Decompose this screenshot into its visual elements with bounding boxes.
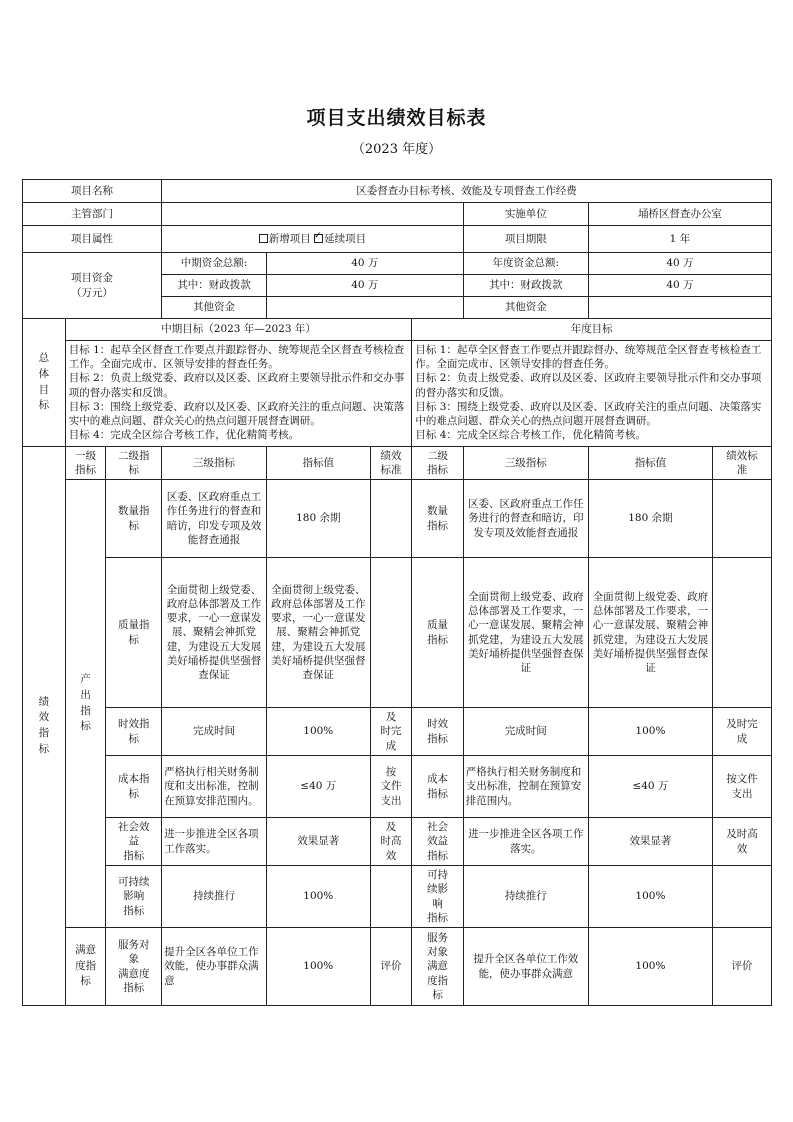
project-name-label: 项目名称	[23, 180, 162, 203]
row-l3: 进一步推进全区各项工作落实。	[162, 818, 267, 866]
page-subtitle: （2023 年度）	[351, 142, 442, 157]
header-l2b: 二级 指标	[412, 447, 463, 480]
row-val: 100%	[266, 928, 370, 1006]
row-std	[370, 480, 412, 558]
header-l1: 一级 指标	[65, 447, 106, 480]
mid-total-label: 中期资金总额:	[162, 253, 267, 275]
row-stdb: 及时高 效	[712, 818, 771, 866]
row-l2b: 时效 指标	[412, 708, 463, 756]
year-other-label: 其他资金	[463, 297, 588, 319]
row-std: 及 时完 成	[370, 708, 412, 756]
row-stdb: 及时完 成	[712, 708, 771, 756]
row-l2b: 可持 续影 响 指标	[412, 866, 463, 928]
row-valb: 100%	[588, 708, 712, 756]
mid-goal-text: 目标 1：起草全区督查工作要点并跟踪督办、统筹规范全区督查考核检查工作。全面完成市、区领导安排的督查任务。 目标 2：负责上级党委、政府以及区委、区政府主要领导批示件和交办事项的督办落实和反馈。 目标 3：围绕上级党委、政府以及区委、区政府关注的重点问题、决策落实中的难点问题、群众关心的热点问题开展督查调研。 目标 4：完成全区综合考核工作，优化精简考核。	[65, 341, 412, 447]
year-goal-text: 目标 1：起草全区督查工作要点并跟踪督办、统筹规范全区督查考核检查工作。全面完成市、区领导安排的督查任务。 目标 2：负责上级党委、政府以及区委、区政府主要领导批示件和交办事项的督办落实和反馈。 目标 3：围绕上级党委、政府以及区委、区政府关注的重点问题、决策落实中的难点问题、群众关心的热点问题开展督查调研。 目标 4：完成全区综合考核工作，优化精简考核。	[412, 341, 772, 447]
row-std: 按 文件 支出	[370, 756, 412, 818]
row-l3: 持续推行	[162, 866, 267, 928]
row-l2b: 成本 指标	[412, 756, 463, 818]
row-stdb	[712, 558, 771, 708]
row-l3: 严格执行相关财务制度和支出标准，控制在预算安排范围内。	[162, 756, 267, 818]
row-std	[370, 558, 412, 708]
row-val: 100%	[266, 708, 370, 756]
row-l2: 可持续 影响 指标	[106, 866, 162, 928]
period-value: 1 年	[588, 226, 771, 253]
row-l3b: 严格执行相关财务制度和支出标准，控制在预算安排范围内。	[463, 756, 588, 818]
attr-new-label: 新增项目	[268, 232, 311, 245]
row-valb: 效果显著	[588, 818, 712, 866]
row-l3b: 区委、区政府重点工作任务进行的督查和暗访，印发专项及效能督查通报	[463, 480, 588, 558]
project-attr-label: 项目属性	[23, 226, 162, 253]
row-l3b: 提升全区各单位工作效能，使办事群众满意	[463, 928, 588, 1006]
row-val: 效果显著	[266, 818, 370, 866]
impl-unit-value: 埇桥区督查办公室	[588, 203, 771, 226]
row-l3: 全面贯彻上级党委、政府总体部署及工作要求，一心一意谋发展、聚精会神抓党建，为建设五大发展美好埇桥提供坚强督查保证	[162, 558, 267, 708]
year-other-value	[588, 297, 771, 319]
mid-other-label: 其他资金	[162, 297, 267, 319]
row-valb: 全面贯彻上级党委、政府总体部署及工作要求，一心一意谋发展、聚精会神抓党建，为建设五大发展美好埇桥提供坚强督查保证	[588, 558, 712, 708]
row-valb: 100%	[588, 928, 712, 1006]
row-l3b: 全面贯彻上级党委、政府总体部署及工作要求，一心一意谋发展、聚精会神抓党建，为建设五大发展美好埇桥提供坚强督查保证	[463, 558, 588, 708]
fund-label: 项目资金 （万元）	[23, 253, 162, 319]
period-label: 项目期限	[463, 226, 588, 253]
row-val: 全面贯彻上级党委、政府总体部署及工作要求，一心一意谋发展、聚精会神抓党建，为建设五大发展美好埇桥提供坚强督查保证	[266, 558, 370, 708]
row-l2b: 社会 效益 指标	[412, 818, 463, 866]
row-stdb	[712, 866, 771, 928]
mid-other-value	[266, 297, 463, 319]
row-l2: 服务对 象 满意度 指标	[106, 928, 162, 1006]
header-stdb: 绩效标 准	[712, 447, 771, 480]
row-l2b: 数量 指标	[412, 480, 463, 558]
checkbox-checked-icon	[314, 234, 323, 243]
row-l3b: 完成时间	[463, 708, 588, 756]
overall-goal-label: 总 体 目 标	[23, 319, 66, 447]
row-val: 100%	[266, 866, 370, 928]
header-valb: 指标值	[588, 447, 712, 480]
attr-cont-label: 延续项目	[324, 232, 367, 245]
header-std: 绩效 标准	[370, 447, 412, 480]
row-l2b: 质量 指标	[412, 558, 463, 708]
header-l3: 三级指标	[162, 447, 267, 480]
output-indicator-label: 产 出 指 标	[65, 480, 106, 928]
mid-total-value: 40 万	[266, 253, 463, 275]
year-goal-header: 年度目标	[412, 319, 772, 341]
row-stdb: 按文件 支出	[712, 756, 771, 818]
page-title: 项目支出绩效目标表	[306, 107, 487, 129]
row-std	[370, 866, 412, 928]
project-attr-value	[162, 226, 464, 253]
dept-label: 主管部门	[23, 203, 162, 226]
row-l3: 完成时间	[162, 708, 267, 756]
header-l2: 二级指 标	[106, 447, 162, 480]
checkbox-new-icon	[259, 234, 268, 243]
mid-fiscal-value: 40 万	[266, 275, 463, 297]
row-valb: ≤40 万	[588, 756, 712, 818]
row-l3: 区委、区政府重点工作任务进行的督查和暗访，印发专项及效能督查通报	[162, 480, 267, 558]
row-std: 及 时高 效	[370, 818, 412, 866]
row-l2: 质量指 标	[106, 558, 162, 708]
year-fiscal-value: 40 万	[588, 275, 771, 297]
performance-target-table	[22, 179, 772, 1006]
mid-goal-header: 中期目标（2023 年—2023 年）	[65, 319, 412, 341]
satisfaction-indicator-label: 满意 度指 标	[65, 928, 106, 1006]
row-l3: 提升全区各单位工作效能，使办事群众满意	[162, 928, 267, 1006]
year-total-value: 40 万	[588, 253, 771, 275]
row-l2b: 服务 对象 满意 度指 标	[412, 928, 463, 1006]
row-l2: 成本指 标	[106, 756, 162, 818]
row-stdb	[712, 480, 771, 558]
row-valb: 100%	[588, 866, 712, 928]
mid-fiscal-label: 其中：财政拨款	[162, 275, 267, 297]
row-val: 180 余期	[266, 480, 370, 558]
header-val: 指标值	[266, 447, 370, 480]
impl-unit-label: 实施单位	[463, 203, 588, 226]
row-l3b: 持续推行	[463, 866, 588, 928]
perf-indicator-label: 绩 效 指 标	[23, 447, 66, 1006]
row-l3b: 进一步推进全区各项工作落实。	[463, 818, 588, 866]
year-fiscal-label: 其中：财政拨款	[463, 275, 588, 297]
row-val: ≤40 万	[266, 756, 370, 818]
row-valb: 180 余期	[588, 480, 712, 558]
year-total-label: 年度资金总额:	[463, 253, 588, 275]
row-l2: 时效指 标	[106, 708, 162, 756]
dept-value	[162, 203, 464, 226]
row-l2: 社会效 益 指标	[106, 818, 162, 866]
header-l3b: 三级指标	[463, 447, 588, 480]
project-name-value: 区委督查办目标考核、效能及专项督查工作经费	[162, 180, 772, 203]
row-std: 评价	[370, 928, 412, 1006]
row-stdb: 评价	[712, 928, 771, 1006]
row-l2: 数量指 标	[106, 480, 162, 558]
